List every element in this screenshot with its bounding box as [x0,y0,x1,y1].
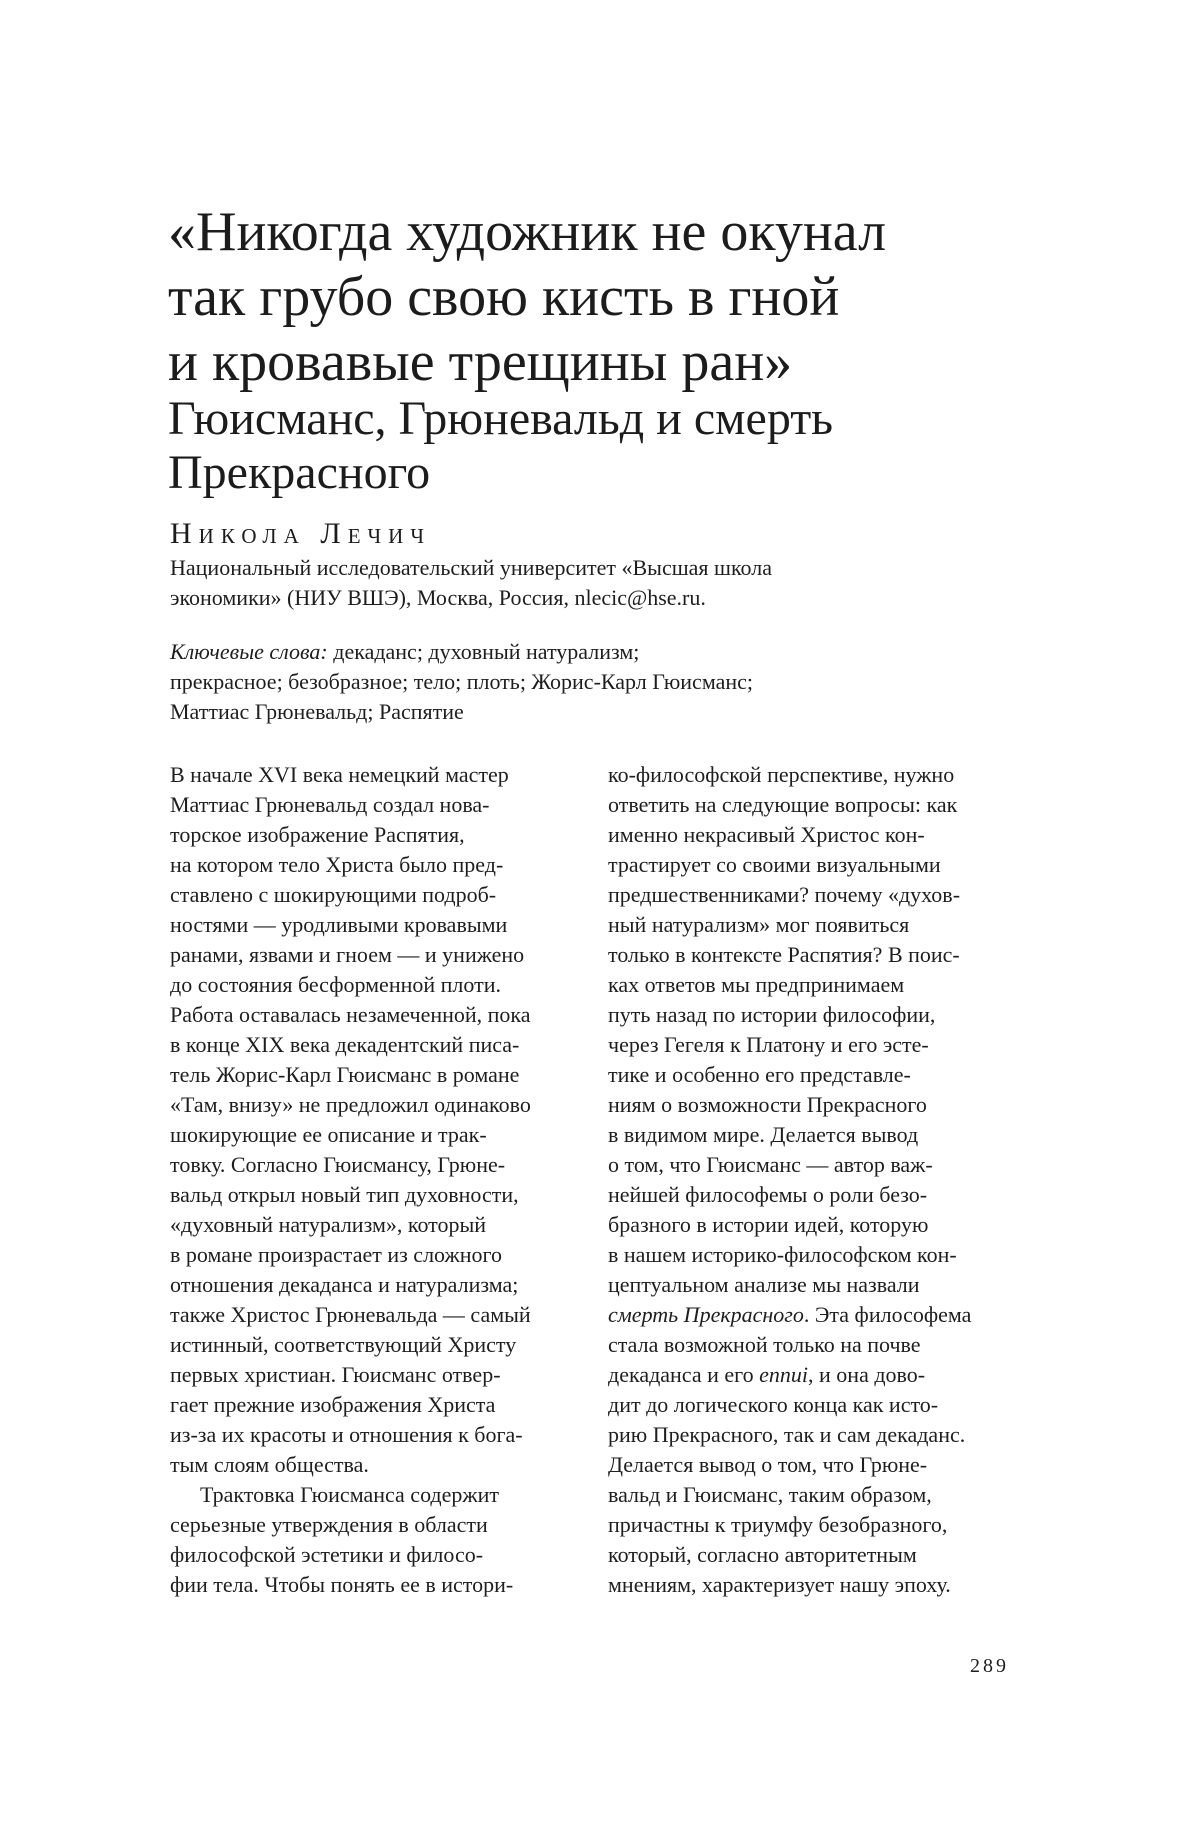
text-line: ный натурализм» мог появиться [608,912,910,937]
text-fragment: , и она дово- [808,1362,926,1387]
text-line: тель Жорис-Карл Гюисманс в романе [170,1062,520,1087]
text-line: вальд открыл новый тип духовности, [170,1182,519,1207]
text-line: истинный, соответствующий Христу [170,1332,517,1357]
text-line: стала возможной только на почве [608,1332,921,1357]
affiliation-line: Национальный исследовательский университет «Высшая школа [170,555,773,580]
italic-term: ennui [759,1362,809,1387]
title-line: и кровавые трещины ран» [168,331,793,393]
text-line: о том, что Гюисманс — автор важ- [608,1152,933,1177]
text-line: на котором тело Христа было пред- [170,852,504,877]
text-line: тике и особенно его представле- [608,1062,911,1087]
keywords-line: прекрасное; безобразное; тело; плоть; Жорис-Карл Гюисманс; [170,669,754,694]
keywords-block [170,637,753,727]
keywords-label: Ключевые слова: [170,639,328,664]
abstract-right-column [608,760,1028,1600]
text-line: отношения декаданса и натурализма; [170,1272,519,1297]
text-line: предшественниками? почему «духов- [608,882,961,907]
author-affiliation [170,553,772,613]
text-line: мнениям, характеризует нашу эпоху. [608,1572,951,1597]
text-line: философской эстетики и филосо- [170,1542,484,1567]
text-line: тым слоям общества. [170,1452,369,1477]
text-line: трастирует со своими визуальными [608,852,941,877]
text-line: фии тела. Чтобы понять ее в истори- [170,1572,514,1597]
text-line: дит до логического конца как исто- [608,1392,939,1417]
text-line: рию Прекрасного, так и сам декаданс. [608,1422,966,1447]
keywords-line [170,637,753,667]
italic-term: смерть Прекрасного [608,1302,804,1327]
text-line: в конце XIX века декадентский писа- [170,1032,520,1057]
keywords-text: декаданс; духовный натурализм; [327,639,640,664]
subtitle-line: Прекрасного [168,446,431,499]
article-subtitle [168,392,1068,500]
text-line: В начале XVI века немецкий мастер [170,762,509,787]
text-line: Маттиас Грюневальд создал нова- [170,792,490,817]
keywords-line: Маттиас Грюневальд; Распятие [170,699,464,724]
text-line: ках ответов мы предпринимаем [608,972,905,997]
text-line: через Гегеля к Платону и его эсте- [608,1032,929,1057]
title-line: «Никогда художник не окунал [168,201,887,263]
text-line: «Там, внизу» не предложил одинаково [170,1092,531,1117]
text-line: ностями — уродливыми кровавыми [170,912,508,937]
text-line: Работа оставалась незамеченной, пока [170,1002,531,1027]
text-line: в видимом мире. Делается вывод [608,1122,919,1147]
author-name: Никола Лечич [170,517,431,550]
text-line: нейшей философемы о роли безо- [608,1182,928,1207]
text-line: товку. Согласно Гюисмансу, Грюне- [170,1152,506,1177]
text-line: именно некрасивый Христос кон- [608,822,925,847]
text-line: гает прежние изображения Христа [170,1392,496,1417]
page-number: 289 [970,1655,1009,1677]
article-title [168,200,1068,395]
text-line: торское изображение Распятия, [170,822,465,847]
text-line: ниям о возможности Прекрасного [608,1092,927,1117]
text-line [608,1300,1028,1330]
text-line: ответить на следующие вопросы: как [608,792,958,817]
text-line: первых христиан. Гюисманс отвер- [170,1362,501,1387]
text-line: только в контексте Распятия? В поис- [608,942,960,967]
text-line: который, согласно авторитетным [608,1542,917,1567]
text-line: причастны к триумфу безобразного, [608,1512,948,1537]
text-line: шокирующие ее описание и трак- [170,1122,487,1147]
text-fragment: декаданса и его [608,1362,760,1387]
text-line: путь назад по истории философии, [608,1002,936,1027]
text-line: вальд и Гюисманс, таким образом, [608,1482,932,1507]
text-line [608,1360,1028,1390]
title-line: так грубо свою кисть в гной [168,266,840,328]
text-line: ко-философской перспективе, нужно [608,762,955,787]
text-line: бразного в истории идей, которую [608,1212,929,1237]
text-fragment: . Эта философема [803,1302,972,1327]
text-line: цептуальном анализе мы назвали [608,1272,920,1297]
text-line: из-за их красоты и отношения к бога- [170,1422,523,1447]
text-line: ранами, язвами и гноем — и унижено [170,942,525,967]
text-line: Делается вывод о том, что Грюне- [608,1452,928,1477]
text-line: до состояния бесформенной плоти. [170,972,501,997]
text-line: также Христос Грюневальда — самый [170,1302,531,1327]
text-line: «духовный натурализм», который [170,1212,487,1237]
abstract-left-column [170,760,570,1600]
text-line: в романе произрастает из сложного [170,1242,502,1267]
text-line: серьезные утверждения в области [170,1512,488,1537]
text-line: Трактовка Гюисманса содержит [200,1482,499,1507]
subtitle-line: Гюисманс, Грюневальд и смерть [168,392,834,445]
affiliation-line: экономики» (НИУ ВШЭ), Москва, Россия, nlecic@hse.ru. [170,585,706,610]
text-line: в нашем историко-философском кон- [608,1242,957,1267]
text-line: ставлено с шокирующими подроб- [170,882,497,907]
